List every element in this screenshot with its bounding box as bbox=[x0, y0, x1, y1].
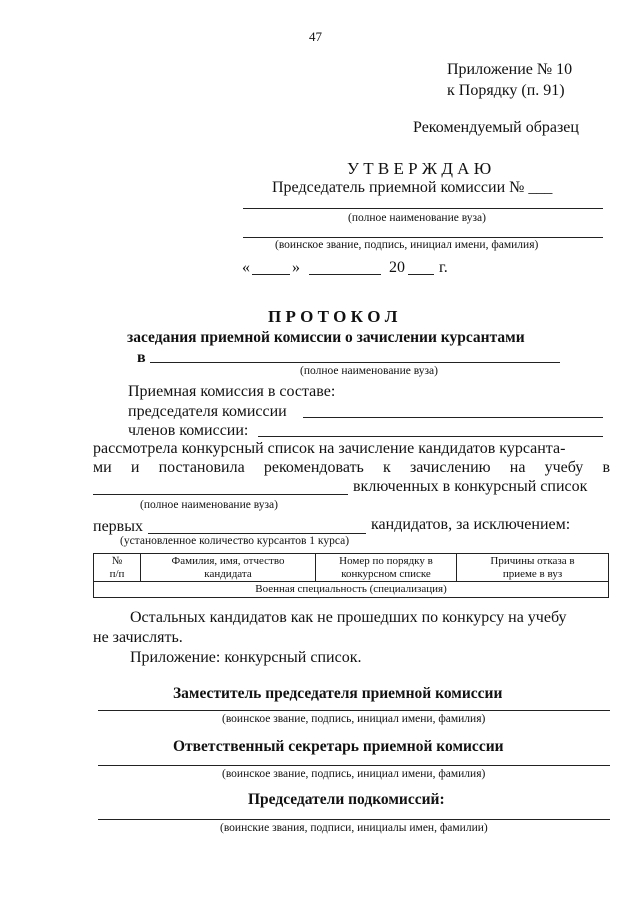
date-close-quote: » bbox=[292, 259, 300, 276]
chairman-label: председателя комиссии bbox=[128, 403, 287, 420]
rest-text: Остальных кандидатов как не прошедших по конкурсу на учебу bbox=[130, 609, 567, 626]
word: к bbox=[383, 459, 391, 476]
members-label: членов комиссии: bbox=[128, 422, 249, 439]
approve-chairman: Председатель приемной комиссии № ___ bbox=[272, 179, 553, 196]
appendix-number: Приложение № 10 bbox=[447, 61, 573, 78]
word: ми bbox=[93, 459, 112, 476]
first-label: первых bbox=[93, 518, 143, 535]
signature-caption: (воинское звание, подпись, инициал имени, фамилия) bbox=[275, 239, 539, 251]
candidates-except: кандидатов, за исключением: bbox=[371, 516, 571, 533]
date-open-quote: « bbox=[242, 259, 250, 276]
subcommission-chairs-caption: (воинские звания, подписи, инициалы имен, фамилии) bbox=[220, 822, 488, 834]
page-number: 47 bbox=[309, 29, 322, 44]
signature-line bbox=[243, 237, 603, 238]
word: зачислению bbox=[409, 459, 491, 476]
table-row bbox=[94, 582, 609, 598]
university-blank-line bbox=[93, 494, 348, 495]
date-year-line bbox=[408, 274, 434, 275]
header-cell: Фамилия, имя, отчество кандидата bbox=[141, 554, 316, 582]
body-line-1: рассмотрела конкурсный список на зачисление кандидатов курсанта- bbox=[93, 440, 566, 457]
quota-line bbox=[148, 533, 366, 534]
date-day-line bbox=[252, 274, 290, 275]
secretary-caption: (воинское звание, подпись, инициал имени, фамилия) bbox=[222, 768, 486, 780]
deputy-chairman-line bbox=[98, 710, 610, 711]
protocol-subtitle: заседания приемной комиссии о зачислении курсантами bbox=[127, 329, 525, 346]
subcommission-chairs-title: Председатели подкомиссий: bbox=[248, 791, 445, 808]
protocol-in: в bbox=[137, 349, 146, 366]
word: учебу bbox=[544, 459, 584, 476]
rest-text-end: не зачислять. bbox=[93, 629, 183, 646]
quota-caption: (установленное количество курсантов 1 курса) bbox=[120, 535, 350, 547]
university-caption-2: (полное наименование вуза) bbox=[140, 499, 278, 511]
word: постановила bbox=[158, 459, 245, 476]
header-cell: Номер по порядку в конкурсном списке bbox=[316, 554, 457, 582]
specialty-cell: Военная специальность (специализация) bbox=[94, 582, 609, 598]
deputy-chairman-title: Заместитель председателя приемной комиссии bbox=[173, 685, 503, 702]
word: на bbox=[509, 459, 526, 476]
table-header-row bbox=[94, 554, 609, 582]
secretary-line bbox=[98, 765, 610, 766]
header-cell: № п/п bbox=[94, 554, 141, 582]
secretary-title: Ответственный секретарь приемной комиссии bbox=[173, 738, 504, 755]
date-year: 20 bbox=[389, 259, 405, 276]
protocol-university-caption: (полное наименование вуза) bbox=[300, 365, 438, 377]
approve-title: У Т В Е Р Ж Д А Ю bbox=[347, 159, 492, 178]
included-text: включенных в конкурсный список bbox=[353, 478, 588, 495]
body-line-2 bbox=[93, 460, 610, 476]
protocol-title: П Р О Т О К О Л bbox=[268, 307, 398, 326]
header-cell: Причины отказа в приеме в вуз bbox=[457, 554, 609, 582]
date-suffix: г. bbox=[439, 259, 448, 276]
chairman-line bbox=[303, 417, 603, 418]
members-line bbox=[258, 436, 603, 437]
deputy-chairman-caption: (воинское звание, подпись, инициал имени, фамилия) bbox=[222, 713, 486, 725]
university-line bbox=[243, 208, 603, 209]
appendix-reference: к Порядку (п. 91) bbox=[447, 82, 565, 99]
word: и bbox=[130, 459, 140, 476]
word: рекомендовать bbox=[263, 459, 364, 476]
commission-composition: Приемная комиссия в составе: bbox=[128, 383, 336, 400]
word: в bbox=[602, 459, 610, 476]
protocol-university-line bbox=[150, 362, 560, 363]
recommended-sample: Рекомендуемый образец bbox=[413, 119, 579, 136]
university-caption: (полное наименование вуза) bbox=[348, 212, 486, 224]
candidates-table bbox=[93, 553, 609, 598]
attachment-text: Приложение: конкурсный список. bbox=[130, 649, 362, 666]
date-month-line bbox=[309, 274, 381, 275]
subcommission-chairs-line bbox=[98, 819, 610, 820]
